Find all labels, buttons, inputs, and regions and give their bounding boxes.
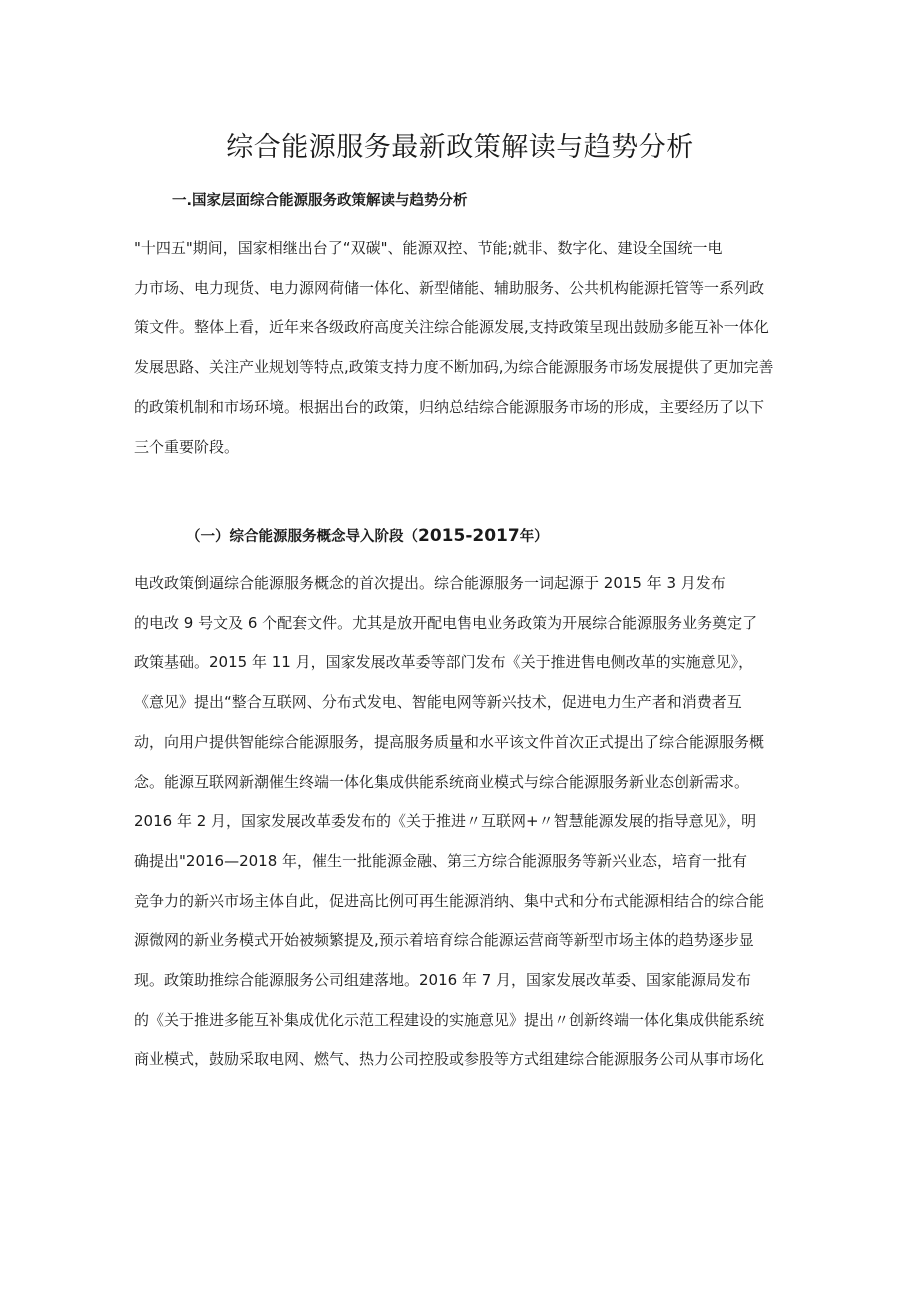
paragraph-intro: "十四五"期间，国家相继出台了“双碳"、能源双控、节能;就非、数字化、建设全国统一电 力市场、电力现货、电力源网荷储一体化、新型储能、辅助服务、公共机构能源托管等一系列政 策文件。整体上看，近年来各级政府高度关注综合能源发展,支持政策呈现出鼓励多能互补一体化 发展思路、关注产业规划等特点,政策支持力度不断加码,为综合能源服务市场发展提供了更加完善 的政策机制和市场环境。根据出台的政策，归纳总结综合能源服务市场的形成，主要经历了以下 三个重要阶段。	[134, 239, 774, 456]
subsection-heading-years: 2015-2017	[418, 526, 520, 546]
subsection-heading-suffix: 年）	[519, 529, 549, 545]
section-heading: 一.国家层面综合能源服务政策解读与趋势分析	[172, 193, 468, 209]
subsection-heading-text: （一）综合能源服务概念导入阶段（	[186, 529, 418, 545]
subsection-heading	[186, 524, 549, 549]
paragraph-stage-one: 电改政策倒逼综合能源服务概念的首次提出。综合能源服务一词起源于 2015 年 3 月发布 的电改 9 号文及 6 个配套文件。尤其是放开配电售电业务政策为开展综合能源服务业务奠定了 政策基础。2015 年 11 月，国家发展改革委等部门发布《关于推进售电侧改革的实施意见》， 《意见》提出“整合互联网、分布式发电、智能电网等新兴技术，促进电力生产者和消费者互 动，向用户提供智能综合能源服务，提高服务质量和水平该文件首次正式提出了综合能源服务概 念。能源互联网新潮催生终端一体化集成供能系统商业模式与综合能源服务新业态创新需求。 2016 年 2 月，国家发展改革委发布的《关于推进〃互联网+〃智慧能源发展的指导意见》，明 确提出"2016—2018 年，催生一批能源金融、第三方综合能源服务等新兴业态，培育一批有 竞争力的新兴市场主体自此，促进高比例可再生能源消纳、集中式和分布式能源相结合的综合能 源微网的新业务模式开始被频繁提及,预示着培育综合能源运营商等新型市场主体的趋势逐步显 现。政策助推综合能源服务公司组建落地。2016 年 7 月，国家发展改革委、国家能源局发布 的《关于推进多能互补集成优化示范工程建设的实施意见》提出〃创新终端一体化集成供能系统 商业模式，鼓励采取电网、燃气、热力公司控股或参股等方式组建综合能源服务公司从事市场化	[134, 574, 765, 1069]
document-title: 综合能源服务最新政策解读与趋势分析	[226, 132, 694, 163]
